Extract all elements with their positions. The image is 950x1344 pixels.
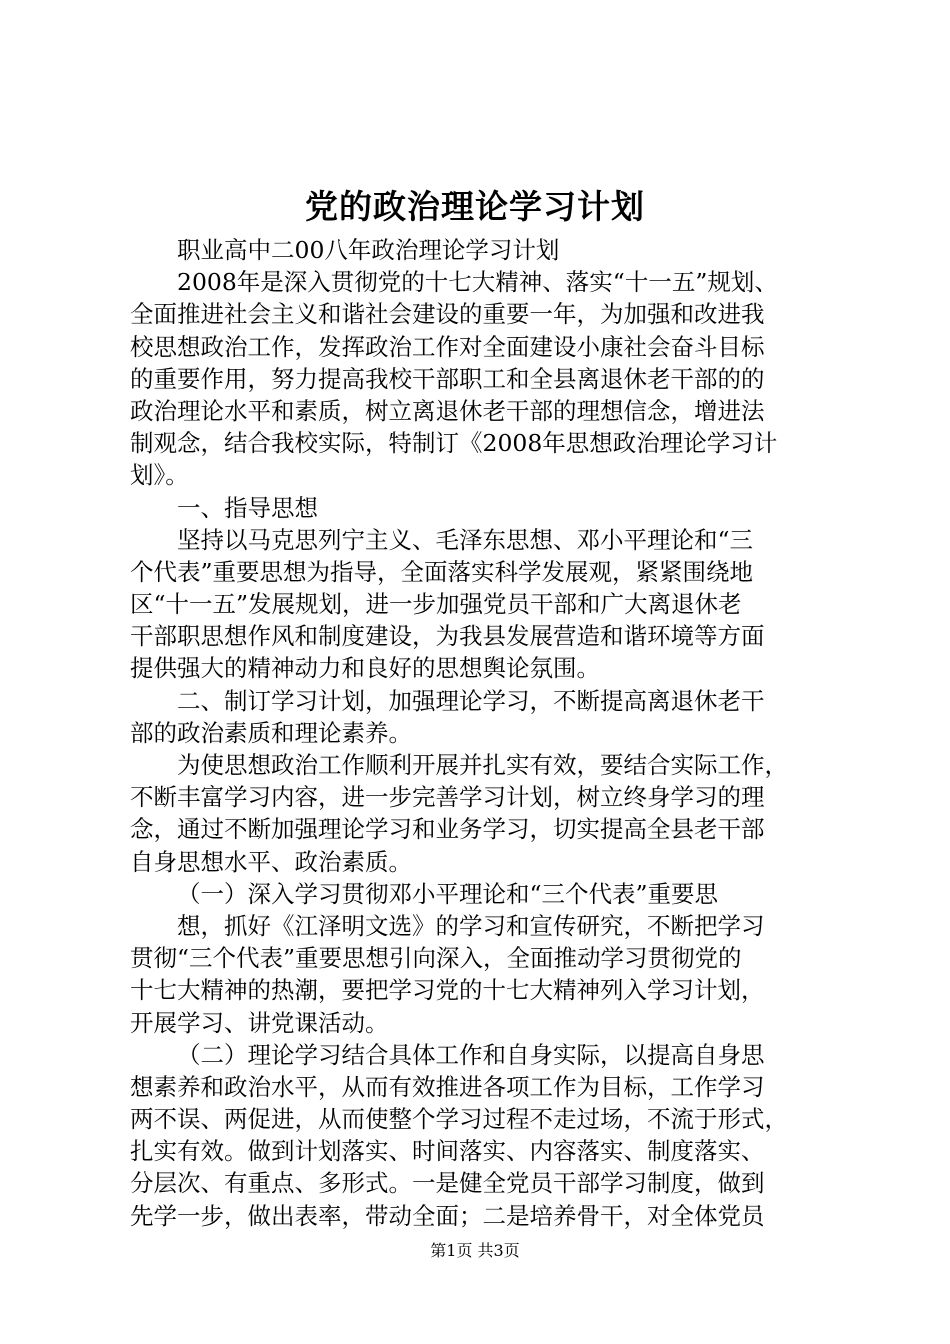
body-line: 提供强大的精神动力和良好的思想舆论氛围。 [130, 654, 600, 683]
body-line: （二）理论学习结合具体工作和自身实际，以提高自身思 [177, 1040, 765, 1069]
body-line: 全面推进社会主义和谐社会建设的重要一年，为加强和改进我 [130, 300, 765, 329]
body-line: 贯彻“三个代表”重要思想引向深入，全面推动学习贯彻党的 [130, 944, 742, 973]
body-line: 2008年是深入贯彻党的十七大精神、落实“十一五”规划、 [177, 268, 778, 297]
body-line: 制观念，结合我校实际，特制订《2008年思想政治理论学习计 [130, 429, 778, 458]
body-line: 念，通过不断加强理论学习和业务学习，切实提高全县老干部 [130, 815, 765, 844]
body-line: 区“十一五”发展规划，进一步加强党员干部和广大离退休老 [130, 590, 742, 619]
body-line: 个代表”重要思想为指导，全面落实科学发展观，紧紧围绕地 [130, 557, 754, 586]
body-line: 先学一步，做出表率，带动全面；二是培养骨干，对全体党员 [130, 1201, 765, 1230]
body-line: 想素养和政治水平，从而有效推进各项工作为目标，工作学习 [130, 1072, 765, 1101]
document-body [130, 234, 830, 1232]
body-line: 政治理论水平和素质，树立离退休老干部的理想信念，增进法 [130, 396, 765, 425]
document-title: 党的政治理论学习计划 [305, 187, 645, 226]
body-line: 的重要作用，努力提高我校干部职工和全县离退休老干部的的 [130, 364, 765, 393]
body-line: （一）深入学习贯彻邓小平理论和“三个代表”重要思 [177, 879, 719, 908]
body-line: 为使思想政治工作顺利开展并扎实有效，要结合实际工作， [177, 751, 788, 779]
body-line: 自身思想水平、政治素质。 [130, 847, 412, 876]
body-line: 不断丰富学习内容，进一步完善学习计划，树立终身学习的理 [130, 783, 765, 812]
body-line: 二、制订学习计划，加强理论学习，不断提高离退休老干 [177, 686, 765, 715]
body-line: 两不误、两促进，从而使整个学习过程不走过场，不流于形式， [130, 1105, 788, 1134]
body-line: 扎实有效。做到计划落实、时间落实、内容落实、制度落实、 [130, 1137, 765, 1166]
page-footer: 第1页 共3页 [430, 1241, 520, 1260]
body-line: 职业高中二00八年政治理论学习计划 [177, 236, 560, 264]
body-line: 分层次、有重点、多形式。一是健全党员干部学习制度，做到 [130, 1169, 765, 1198]
body-line: 部的政治素质和理论素养。 [130, 718, 412, 747]
body-line: 想，抓好《江泽明文选》的学习和宣传研究，不断把学习 [177, 911, 765, 940]
body-line: 一、指导思想 [177, 493, 318, 522]
body-line: 干部职思想作风和制度建设，为我县发展营造和谐环境等方面 [130, 622, 765, 651]
body-line: 划》。 [130, 461, 189, 490]
body-line: 坚持以马克思列宁主义、毛泽东思想、邓小平理论和“三 [177, 525, 754, 554]
body-line: 校思想政治工作，发挥政治工作对全面建设小康社会奋斗目标 [130, 332, 765, 361]
body-line: 开展学习、讲党课活动。 [130, 1008, 389, 1037]
body-line: 十七大精神的热潮，要把学习党的十七大精神列入学习计划， [130, 976, 765, 1005]
